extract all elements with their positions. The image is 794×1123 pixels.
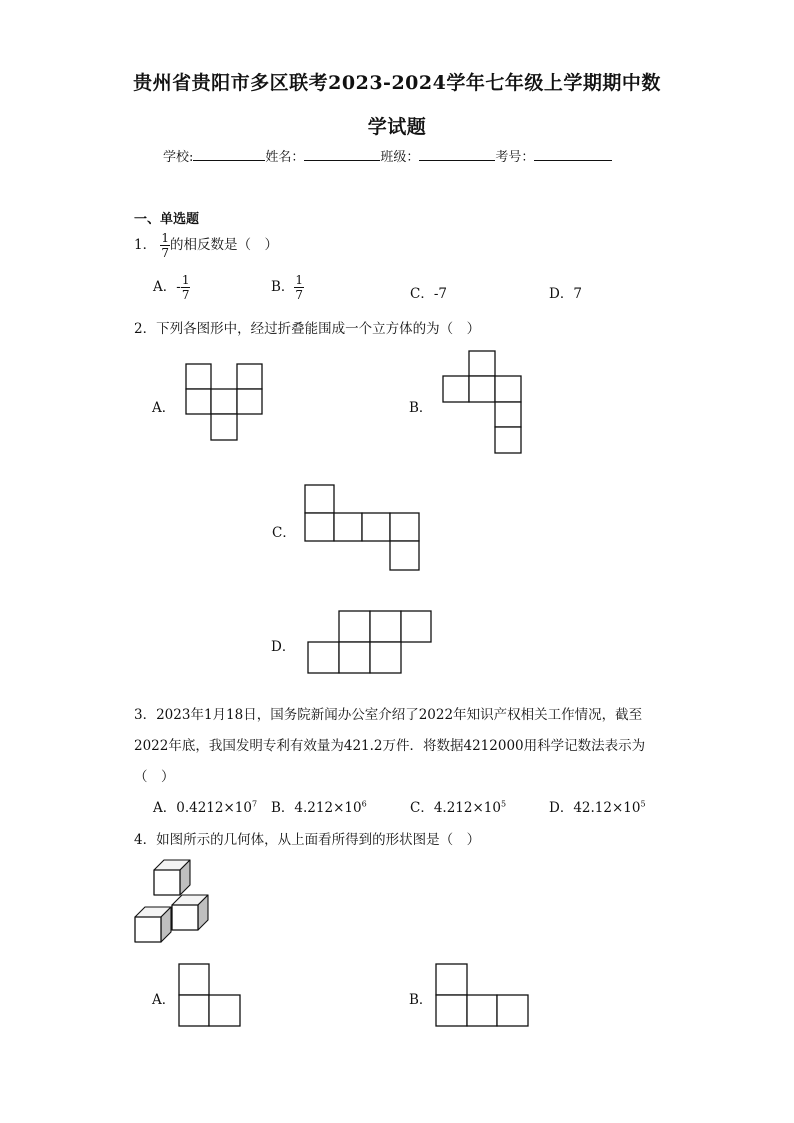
q1-option-b-den: 7 [295, 288, 304, 302]
q4-view-b [436, 964, 531, 1028]
page-title-line2: 学试题 [367, 116, 427, 138]
student-info-row [163, 146, 612, 165]
section-heading: 一、单选题 [134, 212, 200, 227]
name-label: 姓名： [265, 150, 305, 165]
q3-option-a-exp: 7 [251, 799, 258, 809]
q3-option-b [271, 796, 367, 816]
q3-stem-line2: 2022年底，我国发明专利有效量为421.2万件．将数据4212000用科学记数法表示为 [134, 738, 646, 754]
exam-number-label: 考号： [495, 150, 535, 165]
school-blank [193, 148, 265, 161]
q1-option-a-label: A．- [153, 279, 181, 295]
q1-option-a-num: 1 [181, 273, 190, 287]
q4-option-a-label: A． [152, 992, 176, 1008]
q3-option-d-text: D．42.12×10 [549, 800, 641, 816]
q3-option-b-exp: 6 [361, 799, 367, 809]
q1-number: 1． [134, 237, 157, 253]
q3-option-c-exp: 5 [500, 799, 507, 809]
q1-option-a [153, 274, 190, 301]
q1-stem [134, 232, 278, 259]
q3-stem-line1: 3．2023年1月18日，国务院新闻办公室介绍了2022年知识产权相关工作情况，截至 [134, 707, 643, 723]
q3-option-d-exp: 5 [640, 799, 646, 809]
class-label: 班级： [380, 150, 420, 165]
q1-frac-den: 7 [161, 246, 170, 260]
q1-text: 的相反数是（ ） [170, 237, 279, 253]
q3-option-a [153, 796, 257, 816]
q4-option-b-label: B． [409, 992, 433, 1008]
school-label: 学校: [163, 150, 194, 165]
q4-view-a [179, 964, 243, 1028]
q1-fraction [160, 232, 170, 259]
page-title-line1: 贵州省贵阳市多区联考2023-2024学年七年级上学期期中数 [133, 72, 661, 94]
q2-option-b-label: B． [409, 400, 433, 416]
q1-option-c: C．-7 [410, 286, 447, 302]
q1-frac-num: 1 [161, 231, 170, 245]
q1-option-b-fraction [294, 274, 304, 301]
q4-stem: 4．如图所示的几何体，从上面看所得到的形状图是（ ） [134, 832, 481, 848]
q1-option-b [271, 274, 304, 301]
q1-option-a-fraction [181, 274, 191, 301]
q1-option-d: D．7 [549, 286, 582, 302]
q2-net-d [308, 611, 434, 676]
q2-net-c [305, 485, 423, 573]
q1-option-b-label: B． [271, 279, 295, 295]
q2-net-b [443, 351, 525, 456]
q1-option-a-den: 7 [181, 288, 190, 302]
q3-option-b-text: B．4.212×10 [271, 800, 362, 816]
cube-front-face [154, 870, 180, 895]
q3-stem-line3: （ ） [134, 769, 175, 785]
q1-option-b-num: 1 [295, 273, 304, 287]
cube-front-face [172, 905, 198, 930]
q2-option-a-label: A． [152, 400, 176, 416]
q3-option-a-text: A．0.4212×10 [153, 800, 252, 816]
class-blank [419, 148, 495, 161]
q3-option-c [410, 796, 506, 816]
name-blank [304, 148, 380, 161]
q3-option-d [549, 796, 646, 816]
q2-net-a [186, 364, 266, 444]
q2-stem: 2．下列各图形中，经过折叠能围成一个立方体的为（ ） [134, 321, 481, 337]
q4-solid-figure [132, 858, 214, 948]
q2-option-c-label: C． [272, 525, 296, 541]
exam-number-blank [534, 148, 612, 161]
q3-option-c-text: C．4.212×10 [410, 800, 501, 816]
cube-front-face [135, 917, 161, 942]
q2-option-d-label: D． [271, 639, 296, 655]
